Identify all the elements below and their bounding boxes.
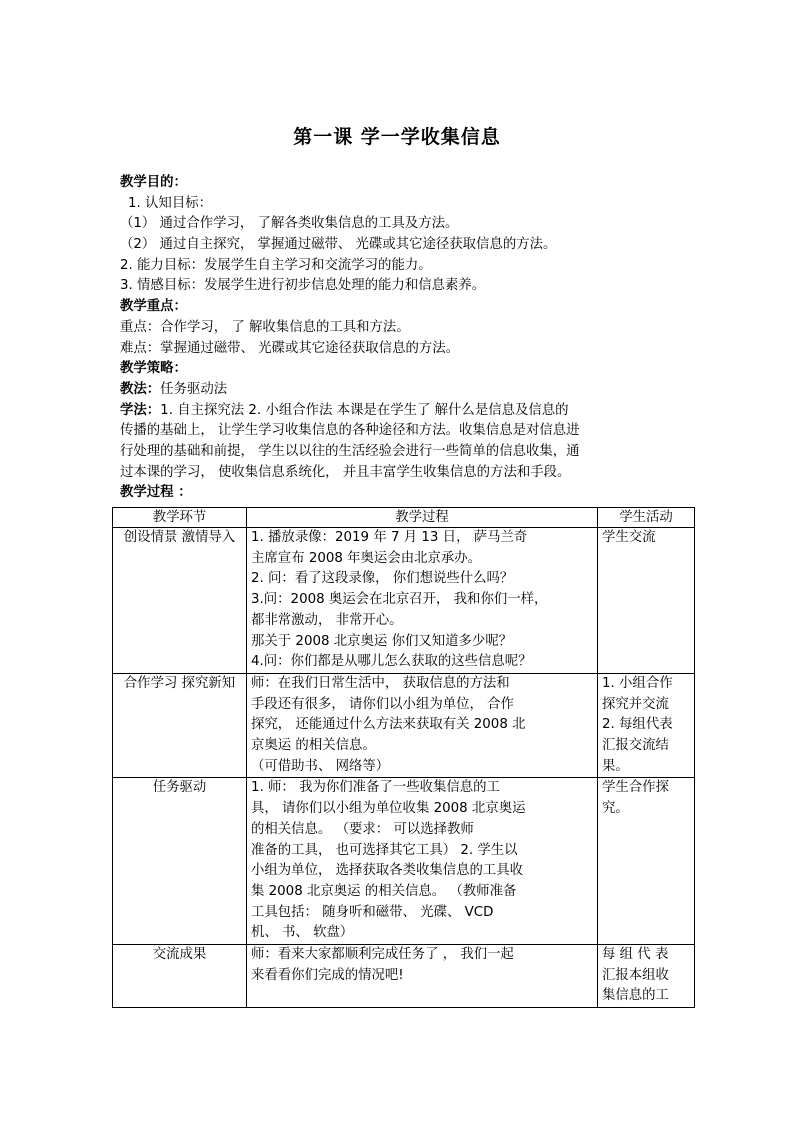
page-title: 第一课 学一学收集信息 [293,126,501,148]
process-line: 1. 师： 我为你们准备了一些收集信息的工 [251,780,500,796]
activity-cell [598,528,695,674]
stage-cell: 任务驱动 [113,778,247,945]
activity-line: 汇报交流结 [602,738,669,754]
activity-line: 1. 小组合作 [602,675,673,691]
teaching-process-table [112,507,695,1008]
process-cell [247,778,598,945]
objective-line: 2. 能力目标：发展学生自主学习和交流学习的能力。 [120,257,432,273]
objective-line: （1） 通过合作学习， 了解各类收集信息的工具及方法。 [120,216,459,232]
process-line: 机、 书、 软盘） [251,925,354,941]
activity-line: 集信息的工 [602,988,669,1004]
table-row [113,778,695,945]
activity-line: 2. 每组代表 [602,717,673,733]
strategy-heading: 教学策略： [120,361,187,377]
process-line: 小组为单位， 选择获取各类收集信息的工具收 [251,863,524,879]
table-row [113,673,695,778]
activity-line: 果。 [602,758,629,774]
learning-method-line: 行处理的基础和前提， 学生以以往的生活经验会进行一些简单的信息收集，通 [120,443,580,459]
stage-cell: 创设情景 激情导入 [113,528,247,674]
table-row [113,528,695,674]
key-point-line: 难点：掌握通过磁带、 光碟或其它途径获取信息的方法。 [120,340,460,356]
column-header: 教学环节 [113,508,247,528]
teaching-method-label: 教法： [120,381,161,397]
teaching-method-line [120,380,695,401]
stage-cell: 交流成果 [113,945,247,1008]
process-line: 2. 问：看了这段录像， 你们想说些什么吗？ [251,571,514,587]
activity-cell [598,673,695,778]
learning-method-line: 传播的基础上， 让学生学习收集信息的各种途径和方法。收集信息是对信息进 [120,423,580,439]
process-line: 都非常激动， 非常开心。 [251,612,403,628]
column-header: 学生活动 [598,508,695,528]
activity-line: 学生合作探 [602,780,669,796]
activity-line: 究。 [602,801,629,817]
process-line: 3.问：2008 奥运会在北京召开， 我和你们一样， [251,592,548,608]
process-line: 1. 播放录像：2019 年 7 月 13 日， 萨马兰奇 [251,530,528,545]
learning-method-label: 学法： [120,402,161,418]
process-line: 准备的工具， 也可选择其它工具） 2. 学生以 [251,842,518,858]
activity-cell [598,945,695,1008]
process-line: 师：在我们日常生活中， 获取信息的方法和 [251,675,510,691]
process-line: 主席宣布 2008 年奥运会由北京承办。 [251,550,482,566]
learning-method-line: 过本课的学习， 使收集信息系统化， 并且丰富学生收集信息的方法和手段。 [120,464,571,480]
column-header: 教学过程 [247,508,598,528]
process-line: 探究， 还能通过什么方法来获取有关 2008 北 [251,717,526,733]
process-line: 手段还有很多， 请你们以小组为单位， 合作 [251,696,514,712]
process-line: 具， 请你们以小组为单位收集 2008 北京奥运 [251,801,526,817]
activity-cell [598,778,695,945]
process-line: 来看看你们完成的情况吧! [251,967,404,983]
table-header-row [113,508,695,528]
process-line: 京奥运 的相关信息。 [251,738,376,754]
stage-cell: 合作学习 探究新知 [113,673,247,778]
activity-line: 探究并交流 [602,696,669,712]
process-line: 师：看来大家都顺利完成任务了 ， 我们一起 [251,947,514,963]
teaching-method-value: 任务驱动法 [160,381,228,397]
process-heading: 教学过程 ： [120,485,192,501]
process-line: 那关于 2008 北京奥运 你们又知道多少呢？ [251,633,513,649]
table-row [113,945,695,1008]
key-points-heading: 教学重点： [120,299,187,315]
process-cell [247,528,598,674]
process-line: （可借助书、 网络等） [251,758,390,774]
process-cell [247,673,598,778]
objective-line: 1. 认知目标： [128,195,212,211]
activity-line: 每 组 代 表 [602,947,669,963]
process-line: 的相关信息。 （要求： 可以选择教师 [251,821,474,837]
objective-line: 3. 情感目标：发展学生进行初步信息处理的能力和信息素养。 [120,278,486,294]
process-line: 4.问：你们都是从哪儿怎么获取的这些信息呢？ [251,654,532,670]
activity-line: 汇报本组收 [602,967,669,983]
learning-method-line [120,401,695,422]
activity-line: 学生交流 [602,530,656,545]
learning-method-text: 1. 自主探究法 2. 小组合作法 本课是在学生了 解什么是信息及信息的 [160,402,569,418]
lesson-body [120,173,695,504]
objectives-heading: 教学目的： [120,175,187,190]
key-point-line: 重点：合作学习， 了 解收集信息的工具和方法。 [120,319,410,335]
process-cell [247,945,598,1008]
objective-line: （2） 通过自主探究， 掌握通过磁带、 光碟或其它途径获取信息的方法。 [120,237,557,253]
process-line: 集 2008 北京奥运 的相关信息。 （教师准备 [251,883,517,899]
process-line: 工具包括： 随身听和磁带、 光碟、 VCD [251,904,494,920]
